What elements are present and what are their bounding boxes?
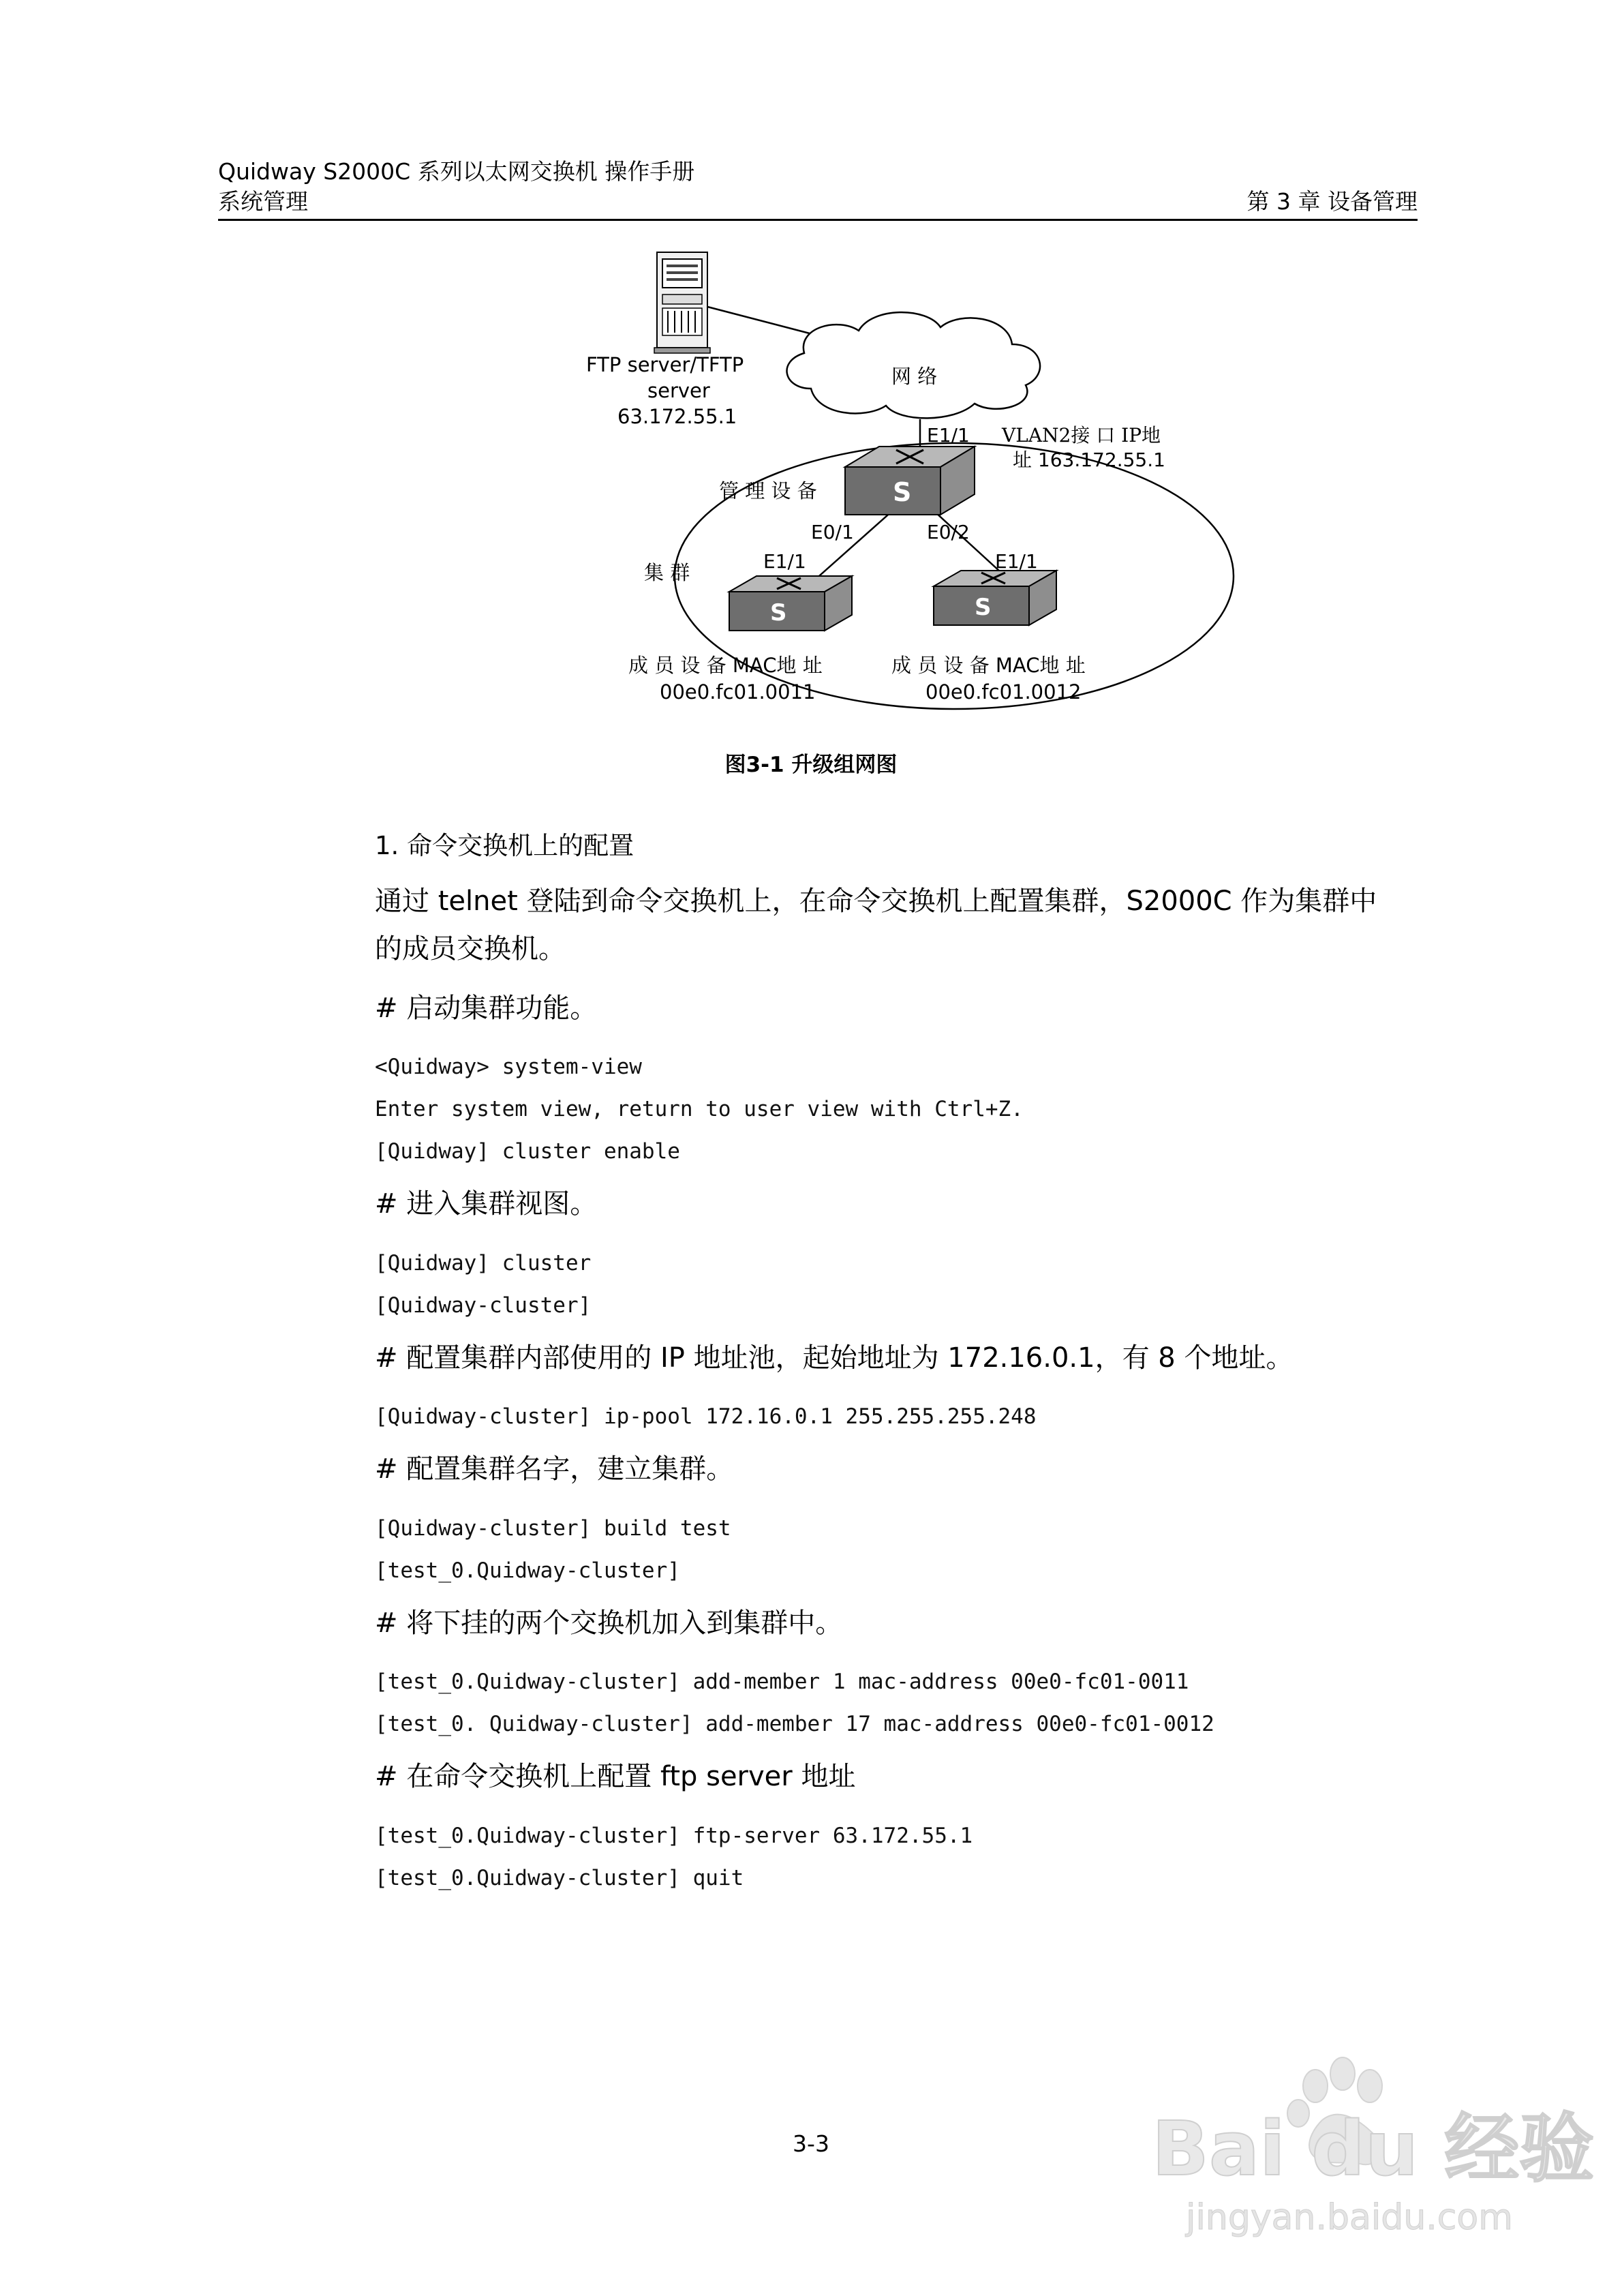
step-comment: # 配置集群内部使用的 IP 地址池，起始地址为 172.16.0.1，有 8 个地址。 [375, 1342, 1294, 1374]
step-comment: # 进入集群视图。 [375, 1188, 598, 1220]
section-heading: 1. 命令交换机上的配置 [375, 831, 634, 860]
member1-mac: 00e0.fc01.0011 [660, 680, 816, 704]
management-device-label: 管 理 设 备 [719, 479, 817, 502]
document-title: Quidway S2000C 系列以太网交换机 操作手册 [218, 158, 695, 185]
svg-text:S: S [893, 477, 912, 507]
network-diagram [559, 232, 1206, 736]
code-line: <Quidway> system-view [375, 1055, 642, 1079]
step-comment: # 启动集群功能。 [375, 993, 598, 1024]
member2-label: 成 员 设 备 MAC地 址 [891, 654, 1086, 677]
figure-caption: 图3-1 升级组网图 [724, 753, 898, 777]
server-label-1: FTP server/TFTP [586, 353, 744, 376]
step-comment: # 将下挂的两个交换机加入到集群中。 [375, 1607, 843, 1639]
code-line: [Quidway-cluster] [375, 1293, 592, 1318]
step-comment: # 配置集群名字，建立集群。 [375, 1453, 734, 1485]
member2-port: E1/1 [995, 550, 1038, 573]
network-label: 网 络 [891, 365, 938, 388]
link-e0-1 [808, 504, 900, 586]
header-rule [218, 219, 1418, 221]
member1-label: 成 员 设 备 MAC地 址 [628, 654, 823, 677]
code-line: [test_0.Quidway-cluster] [375, 1558, 680, 1583]
vlan-label-2: 址 163.172.55.1 [1013, 449, 1165, 471]
page-number: 3-3 [793, 2130, 829, 2157]
management-switch-icon [845, 447, 975, 515]
baidu-watermark-logo [1145, 2045, 1595, 2250]
step-comment: # 在命令交换机上配置 ftp server 地址 [375, 1761, 856, 1792]
server-label-2: server [647, 379, 710, 402]
server-icon [654, 252, 710, 353]
svg-text:S: S [975, 594, 992, 621]
code-line: [test_0.Quidway-cluster] add-member 1 mac-address 00e0-fc01-0011 [375, 1670, 1189, 1694]
code-line: [Quidway] cluster [375, 1251, 592, 1275]
intro-line-1: 通过 telnet 登陆到命令交换机上，在命令交换机上配置集群，S2000C 作为集群中 [375, 886, 1377, 917]
code-line: [test_0.Quidway-cluster] ftp-server 63.172.55.1 [375, 1824, 973, 1848]
member1-port: E1/1 [763, 550, 806, 573]
code-line: [test_0.Quidway-cluster] quit [375, 1866, 744, 1890]
cluster-label: 集 群 [644, 561, 690, 584]
port-e0-2: E0/2 [927, 521, 970, 543]
code-line: [Quidway] cluster enable [375, 1139, 680, 1164]
server-ip: 63.172.55.1 [617, 405, 737, 428]
svg-text:jingyan.baidu.com: jingyan.baidu.com [1186, 2197, 1513, 2238]
svg-text:S: S [770, 599, 787, 626]
member-switch-1-icon [729, 576, 852, 631]
intro-line-2: 的成员交换机。 [375, 933, 566, 965]
port-e0-1: E0/1 [811, 521, 854, 543]
vlan-label-1: VLAN2接 口 IP地 [1002, 424, 1161, 447]
uplink-port: E1/1 [927, 424, 970, 447]
code-line: [test_0. Quidway-cluster] add-member 17 mac-address 00e0-fc01-0012 [375, 1712, 1214, 1736]
member-switch-2-icon [934, 571, 1056, 625]
member2-mac: 00e0.fc01.0012 [925, 680, 1082, 704]
svg-text:Bai du 经验: Bai du 经验 [1152, 2105, 1595, 2192]
code-line: [Quidway-cluster] ip-pool 172.16.0.1 255.255.255.248 [375, 1404, 1037, 1429]
chapter-title: 第 3 章 设备管理 [1246, 188, 1418, 215]
code-line: [Quidway-cluster] build test [375, 1516, 731, 1541]
section-name: 系统管理 [218, 188, 308, 215]
code-line: Enter system view, return to user view with Ctrl+Z. [375, 1097, 1024, 1121]
